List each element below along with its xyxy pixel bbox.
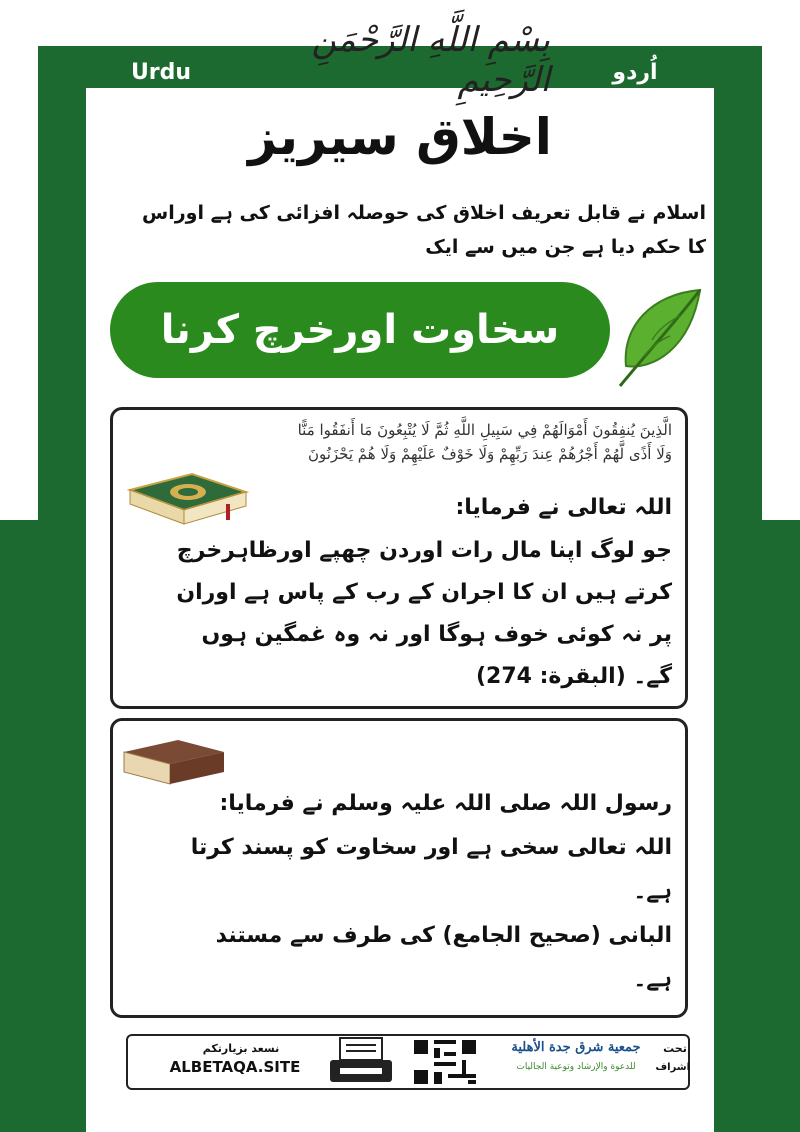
language-label-english: Urdu — [130, 59, 192, 85]
leaf-icon — [612, 286, 704, 390]
topic-banner — [110, 282, 610, 378]
association-subtitle: للدعوة والإرشاد وتوعية الجاليات — [516, 1062, 636, 1072]
topic-title: سخاوت اورخرچ کرنا — [160, 307, 560, 353]
supervision-label: اشراف — [655, 1062, 690, 1073]
book-icon — [118, 738, 228, 788]
translation-line-1: جو لوگ اپنا مال رات اوردن چھپے اورظاہرخرچ — [176, 538, 672, 563]
translation-line-4: گے۔ (البقرة: 274) — [475, 664, 672, 689]
ayah-line-2: وَلَا أَذًى لَّهُمْ أَجْرُهُمْ عِندَ رَبِّهِمْ وَلَا خَوْفٌ عَلَيْهِمْ وَلَا هُمْ يَحْزَنُونَ — [307, 445, 672, 463]
hadith-line-2: ہے۔ — [633, 879, 672, 904]
quran-book-icon — [122, 470, 252, 530]
hadith-line-1: اللہ تعالی سخی ہے اور سخاوت کو پسند کرتا — [190, 835, 672, 860]
language-label-urdu: اُردو — [612, 59, 658, 85]
intro-text — [96, 196, 706, 264]
association-name: جمعية شرق جدة الأهلية — [511, 1040, 641, 1055]
translation-line-2: کرتے ہیں ان کا اجران کے رب کے پاس ہے اوران — [176, 580, 672, 605]
ayah-line-1: الَّذِينَ يُنفِقُونَ أَمْوَالَهُمْ فِي سَبِيلِ اللَّهِ ثُمَّ لَا يُتْبِعُونَ مَا أَنفَقُوا مَنًّا — [297, 421, 672, 439]
quran-translation — [126, 530, 672, 698]
series-title: اخلاق سیریز — [248, 108, 552, 166]
intro-line-1: اسلام نے قابل تعریف اخلاق کی حوصلہ افزائی کی ہے اوراس — [142, 202, 706, 224]
quran-intro: اللہ تعالی نے فرمایا: — [455, 495, 672, 520]
hadith-line-4: ہے۔ — [633, 967, 672, 992]
quran-arabic-verse — [126, 418, 672, 466]
under-label: تحت — [663, 1042, 687, 1055]
bismillah-calligraphy — [250, 18, 550, 102]
hadith-intro: رسول اللہ صلی اللہ علیہ وسلم نے فرمایا: — [219, 791, 672, 816]
intro-line-2: کا حکم دیا ہے جن میں سے ایک — [425, 236, 706, 258]
translation-line-3: پر نہ کوئی خوف ہوگا اور نہ وہ غمگین ہوں — [201, 622, 672, 647]
qr-logo-icon — [408, 1034, 482, 1090]
site-url-link[interactable]: ALBETAQA.SITE — [169, 1058, 301, 1076]
hadith-line-3: البانی (صحیح الجامع) کی طرف سے مستند — [215, 923, 672, 948]
hadith-text — [126, 782, 672, 1002]
printer-icon — [326, 1036, 396, 1088]
visit-label: نسعد بزيارتكم — [202, 1042, 280, 1055]
bismillah-text: بِسْمِ اللَّهِ الرَّحْمَنِ الرَّحِيمِ — [311, 20, 550, 100]
